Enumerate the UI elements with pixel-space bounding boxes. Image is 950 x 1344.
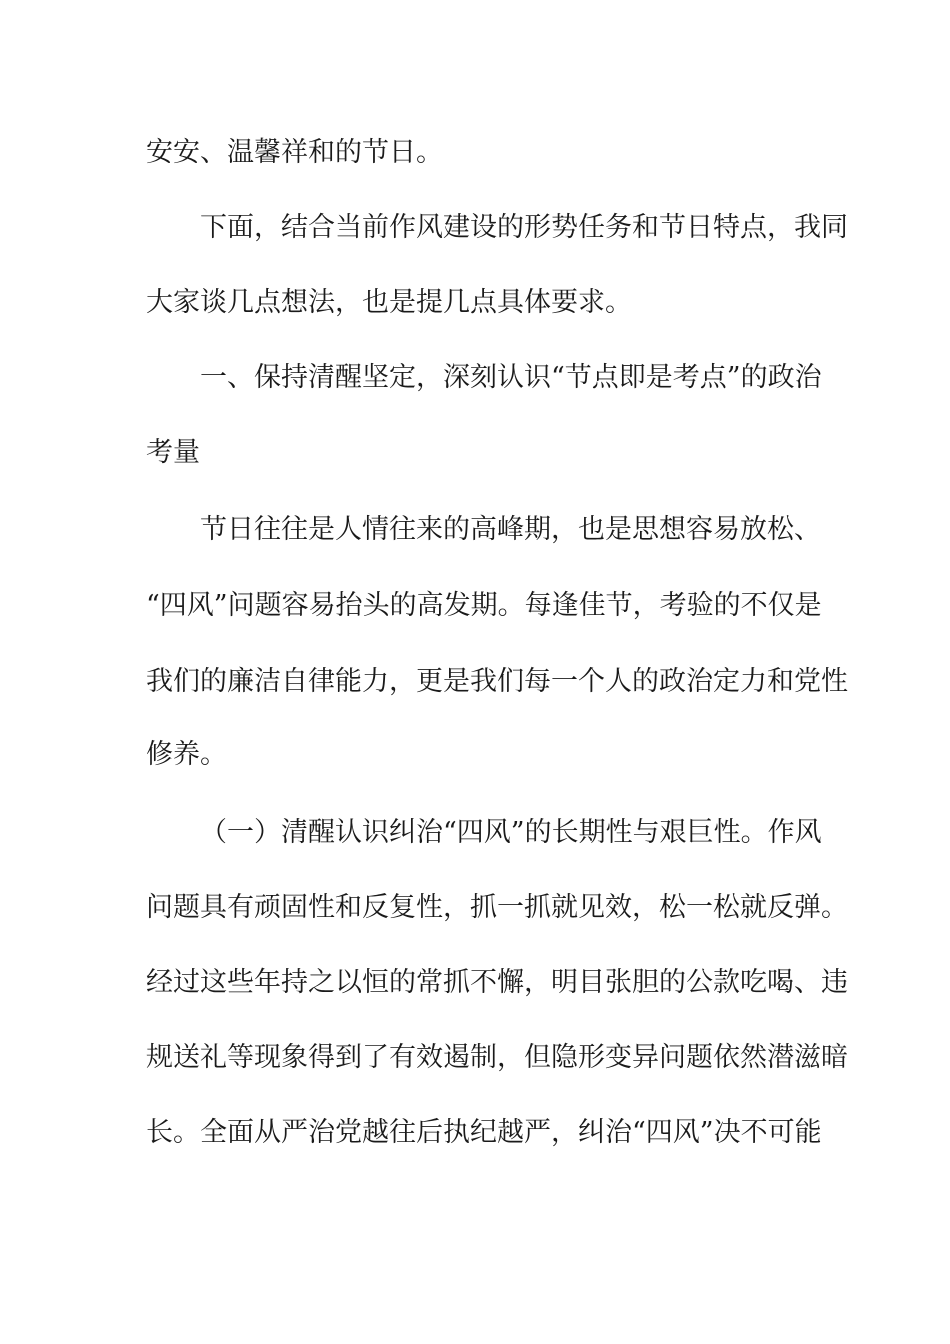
paragraph-line-1: 安安、温馨祥和的节日。: [146, 137, 443, 168]
section-heading-line-2: 考量: [146, 437, 200, 468]
subsection-line-5: 长。全面从严治党越往后执纪越严，纠治“四风”决不可能: [146, 1117, 822, 1148]
subsection-line-1: （一）清醒认识纠治“四风”的长期性与艰巨性。作风: [200, 817, 822, 848]
paragraph-line-4: 节日往往是人情往来的高峰期，也是思想容易放松、: [200, 514, 821, 545]
subsection-line-3: 经过这些年持之以恒的常抓不懈，明目张胆的公款吃喝、违: [146, 967, 848, 998]
paragraph-line-7: 修养。: [146, 739, 227, 770]
subsection-line-4: 规送礼等现象得到了有效遏制，但隐形变异问题依然潜滋暗: [146, 1042, 848, 1073]
section-heading-line-1: 一、保持清醒坚定，深刻认识“节点即是考点”的政治: [200, 362, 822, 393]
paragraph-line-6: 我们的廉洁自律能力，更是我们每一个人的政治定力和党性: [146, 666, 848, 697]
paragraph-line-2: 下面，结合当前作风建设的形势任务和节日特点，我同: [200, 212, 848, 243]
paragraph-line-5: “四风”问题容易抬头的高发期。每逢佳节，考验的不仅是: [146, 590, 822, 621]
paragraph-line-3: 大家谈几点想法，也是提几点具体要求。: [146, 287, 632, 318]
subsection-line-2: 问题具有顽固性和反复性，抓一抓就见效，松一松就反弹。: [146, 892, 848, 923]
